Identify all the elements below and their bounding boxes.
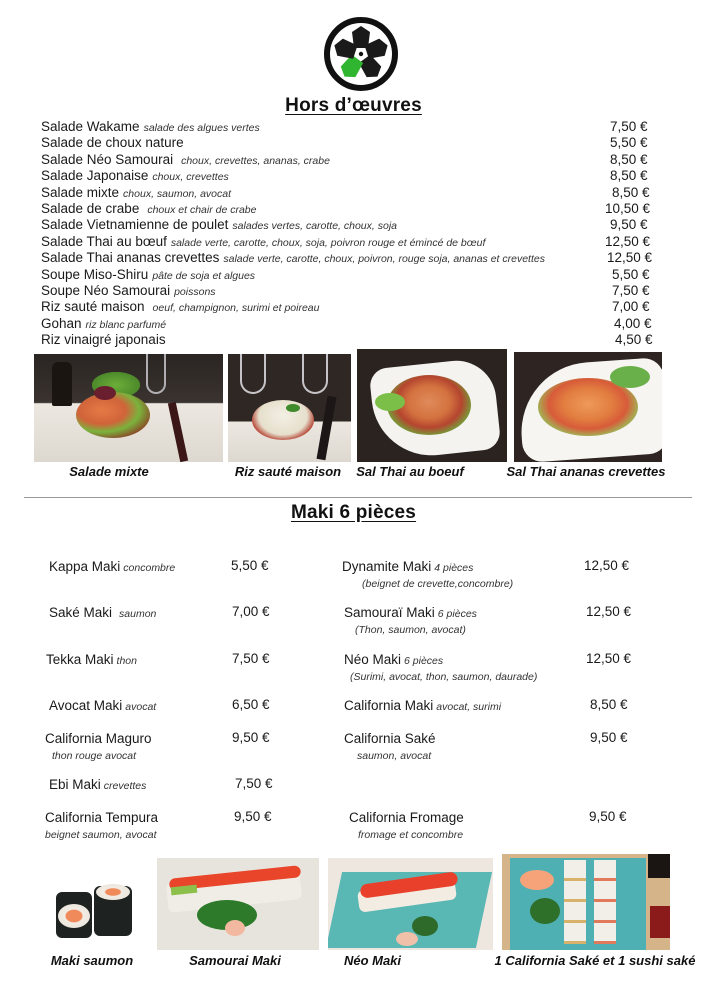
item-price: 4,00 € [614, 315, 652, 331]
menu-item [41, 267, 661, 283]
item-name: Soupe Miso-Shiru [41, 266, 149, 282]
item-price: 9,50 € [610, 217, 648, 233]
menu-item [344, 651, 537, 683]
item-pieces: 6 pièces [404, 655, 444, 667]
item-description: beignet saumon, avocat [45, 829, 157, 841]
item-price: 7,50 € [612, 282, 650, 298]
item-description: (Surimi, avocat, thon, saumon, daurade) [350, 671, 538, 683]
item-name: Saké Maki [49, 605, 113, 620]
item-description: (beignet de crevette,concombre) [362, 578, 514, 590]
photo-neo-maki [328, 858, 493, 950]
menu-item [41, 316, 661, 332]
item-price: 12,50 € [607, 250, 653, 266]
item-name: California Fromage [349, 810, 464, 825]
item-name: Salade de crabe [41, 200, 140, 216]
item-name: Gohan [41, 315, 82, 331]
item-pieces: 6 pièces [437, 608, 477, 620]
hors-doeuvres-list [41, 119, 661, 348]
menu-item [349, 809, 464, 841]
item-description: saumon, avocat [357, 750, 432, 762]
item-name: Salade Wakame [41, 119, 140, 134]
menu-item [41, 299, 661, 315]
item-name: Salade Thai ananas crevettes [41, 250, 220, 266]
item-price: 12,50 € [586, 604, 632, 619]
photo-samourai-maki [157, 858, 319, 950]
item-name: Néo Maki [344, 652, 402, 667]
menu-item [41, 135, 661, 151]
photo-caption: Néo Maki [343, 953, 402, 968]
item-name: Salade Vietnamienne de poulet [41, 217, 229, 233]
item-price: 5,50 € [231, 558, 269, 573]
item-price: 7,50 € [235, 776, 273, 791]
item-price: 5,50 € [610, 135, 648, 151]
menu-item [344, 697, 501, 715]
menu-item [41, 185, 661, 201]
item-price: 4,50 € [615, 332, 653, 348]
menu-item [46, 651, 137, 669]
menu-item [41, 332, 661, 348]
photo-sal-thai-au-boeuf [357, 349, 507, 462]
photo-salade-mixte [34, 354, 223, 462]
photo-caption: Maki saumon [50, 953, 134, 968]
item-price: 12,50 € [605, 233, 651, 249]
item-name: Samouraï Maki [344, 605, 435, 620]
menu-item [41, 201, 661, 217]
item-name: California Tempura [45, 810, 159, 825]
item-name: Salade mixte [41, 184, 120, 200]
item-description: salade verte, carotte, choux, soja, poivron rouge et émincé de bœuf [170, 236, 486, 249]
photo-caption: Sal Thai ananas crevettes [506, 464, 666, 479]
photo-maki-saumon [50, 880, 140, 942]
photo-caption: 1 California Saké et 1 sushi saké [494, 953, 696, 968]
menu-item [41, 250, 661, 266]
menu-item [45, 730, 152, 762]
section-title-hors-doeuvres: Hors d’œuvres [285, 95, 422, 116]
photo-california-sake-sushi-sake [502, 854, 670, 950]
item-description: choux, crevettes, ananas, crabe [181, 154, 330, 167]
flower-crest-icon [323, 16, 399, 92]
item-description: poissons [174, 285, 216, 298]
item-name: Avocat Maki [49, 698, 123, 713]
item-price: 7,50 € [610, 119, 648, 134]
item-price: 9,50 € [234, 809, 272, 824]
menu-item [45, 809, 158, 841]
menu-item [41, 234, 661, 250]
photo-caption: Samourai Maki [189, 953, 281, 968]
restaurant-logo [323, 16, 399, 92]
item-description: choux, saumon, avocat [123, 187, 232, 200]
section-title-maki: Maki 6 pièces [290, 502, 417, 523]
item-name: California Maki [344, 698, 434, 713]
item-price: 9,50 € [590, 730, 628, 745]
menu-item [49, 604, 156, 622]
item-name: Tekka Maki [46, 652, 114, 667]
item-name: Soupe Néo Samourai [41, 282, 171, 298]
menu-item [41, 168, 661, 184]
item-name: Dynamite Maki [342, 559, 432, 574]
section-divider [24, 497, 692, 498]
item-price: 9,50 € [232, 730, 270, 745]
item-description: choux et chair de crabe [147, 203, 257, 216]
item-price: 5,50 € [612, 266, 650, 282]
photo-caption: Salade mixte [69, 464, 149, 479]
item-price: 8,50 € [590, 697, 628, 712]
item-name: Riz vinaigré japonais [41, 332, 166, 348]
menu-item [41, 283, 661, 299]
photo-sal-thai-ananas-crevettes [514, 352, 662, 462]
item-name: Salade Thai au bœuf [41, 233, 167, 249]
item-price: 10,50 € [605, 200, 651, 216]
item-description: riz blanc parfumé [85, 318, 167, 331]
item-price: 7,50 € [232, 651, 270, 666]
photo-caption: Riz sauté maison [234, 464, 342, 479]
item-description: thon [116, 655, 137, 667]
item-price: 7,00 € [232, 604, 270, 619]
item-price: 8,50 € [610, 151, 648, 167]
item-name: Ebi Maki [49, 777, 101, 792]
item-description: concombre [123, 562, 176, 574]
item-description: salade verte, carotte, choux, poivron, rouge soja, ananas et crevettes [223, 253, 545, 266]
menu-item [41, 152, 661, 168]
item-description: salade des algues vertes [143, 122, 260, 134]
item-price: 8,50 € [612, 184, 650, 200]
item-description: choux, crevettes [152, 171, 229, 184]
item-description: saumon [119, 608, 157, 620]
menu-item [344, 604, 477, 636]
item-name: California Maguro [45, 731, 152, 746]
menu-item [342, 558, 513, 590]
item-description: salades vertes, carotte, choux, soja [232, 220, 397, 233]
item-name: Salade Néo Samourai [41, 151, 174, 167]
item-description: pâte de soja et algues [152, 269, 256, 282]
item-description: fromage et concombre [358, 829, 464, 841]
item-price: 9,50 € [589, 809, 627, 824]
item-description: avocat [125, 701, 157, 713]
item-name: California Saké [344, 731, 436, 746]
item-name: Kappa Maki [49, 559, 121, 574]
photo-riz-saute-maison [228, 354, 351, 462]
menu-item [49, 697, 156, 715]
item-pieces: 4 pièces [434, 562, 474, 574]
item-description: avocat, surimi [436, 701, 502, 713]
item-name: Salade de choux nature [41, 135, 184, 151]
item-price: 7,00 € [612, 299, 650, 315]
item-name: Riz sauté maison [41, 299, 145, 315]
item-description: oeuf, champignon, surimi et poireau [152, 302, 320, 315]
item-price: 12,50 € [584, 558, 630, 573]
menu-item [41, 119, 661, 135]
menu-item [41, 217, 661, 233]
item-name: Salade Japonaise [41, 168, 149, 184]
item-price: 6,50 € [232, 697, 270, 712]
item-price: 8,50 € [610, 168, 648, 184]
item-description: thon rouge avocat [52, 750, 137, 762]
item-price: 12,50 € [586, 651, 632, 666]
photo-caption: Sal Thai au boeuf [356, 464, 464, 479]
item-description: (Thon, saumon, avocat) [355, 624, 466, 636]
menu-item [49, 776, 146, 794]
menu-item [49, 558, 175, 576]
menu-item [344, 730, 436, 762]
item-description: crevettes [103, 780, 147, 792]
